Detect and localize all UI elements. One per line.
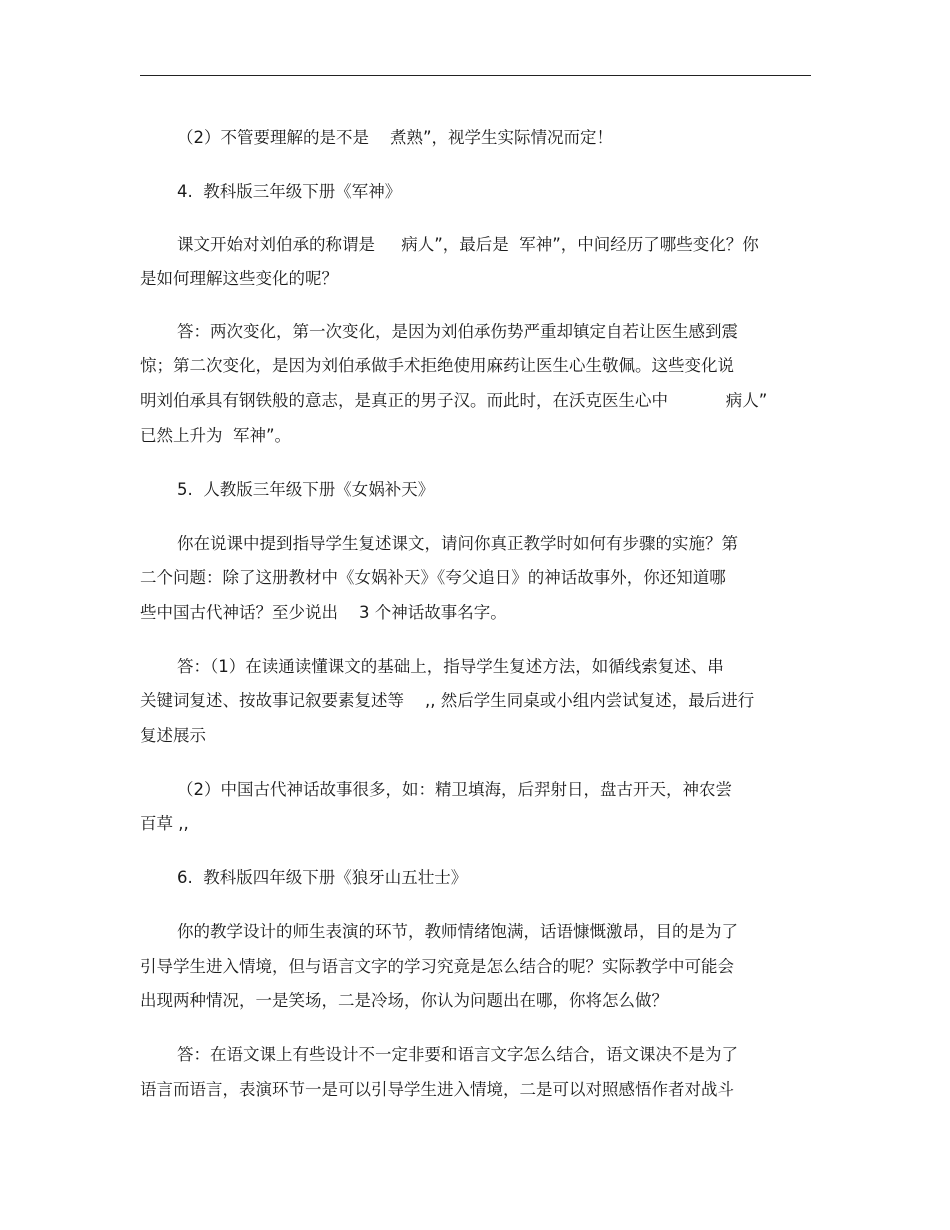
text-line: 复述展示 [140, 726, 206, 745]
text-line: 是如何理解这些变化的呢？ [140, 269, 338, 288]
text-line: 答：两次变化，第一次变化，是因为刘伯承伤势严重却镇定自若让医生感到震 [177, 322, 738, 341]
text-line: 明刘伯承具有钢铁般的意志，是真正的男子汉。而此时，在沃克医生心中 病人” [140, 391, 768, 410]
text-line: 引导学生进入情境，但与语言文字的学习究竟是怎么结合的呢？实际教学中可能会 [140, 957, 734, 976]
text-line: 二个问题：除了这册教材中《女娲补天》《夸父追日》的神话故事外，你还知道哪 [140, 568, 726, 587]
text-line: 答：在语文课上有些设计不一定非要和语言文字怎么结合，语文课决不是为了 [177, 1045, 738, 1064]
text-line: 你的教学设计的师生表演的环节，教师情绪饱满，话语慷慨激昂，目的是为了 [177, 922, 738, 941]
text-line: 惊；第二次变化，是因为刘伯承做手术拒绝使用麻药让医生心生敬佩。这些变化说 [140, 356, 734, 375]
text-line: 百草 ,, [140, 814, 189, 833]
text-line: 课文开始对刘伯承的称谓是 病人”，最后是 军神”，中间经历了哪些变化？你 [177, 235, 759, 254]
text-line: 语言而语言，表演环节一是可以引导学生进入情境，二是可以对照感悟作者对战斗 [140, 1080, 734, 1099]
header-rule [140, 75, 811, 76]
text-line: 关键词复述、按故事记叙要素复述等 ,, 然后学生同桌或小组内尝试复述，最后进行 [140, 691, 755, 710]
text-line: 已然上升为 军神”。 [140, 426, 292, 445]
text-line: 你在说课中提到指导学生复述课文，请问你真正教学时如何有步骤的实施？第 [177, 534, 738, 553]
text-line: 些中国古代神话？至少说出 3 个神话故事名字。 [140, 603, 507, 622]
text-line: 出现两种情况，一是笑场，二是冷场，你认为问题出在哪，你将怎么做？ [140, 991, 668, 1010]
text-line: 答：（1）在读通读懂课文的基础上，指导学生复述方法，如循线索复述、串 [177, 657, 724, 676]
text-line: （2）不管要理解的是不是 煮熟”，视学生实际情况而定！ [177, 128, 614, 147]
section-heading: 4. 教科版三年级下册《军神》 [177, 182, 402, 201]
text-line: （2）中国古代神话故事很多，如：精卫填海，后羿射日，盘古开天，神农尝 [177, 780, 732, 799]
section-heading: 6. 教科版四年级下册《狼牙山五壮士》 [177, 868, 468, 887]
section-heading: 5. 人教版三年级下册《女娲补天》 [177, 480, 435, 499]
